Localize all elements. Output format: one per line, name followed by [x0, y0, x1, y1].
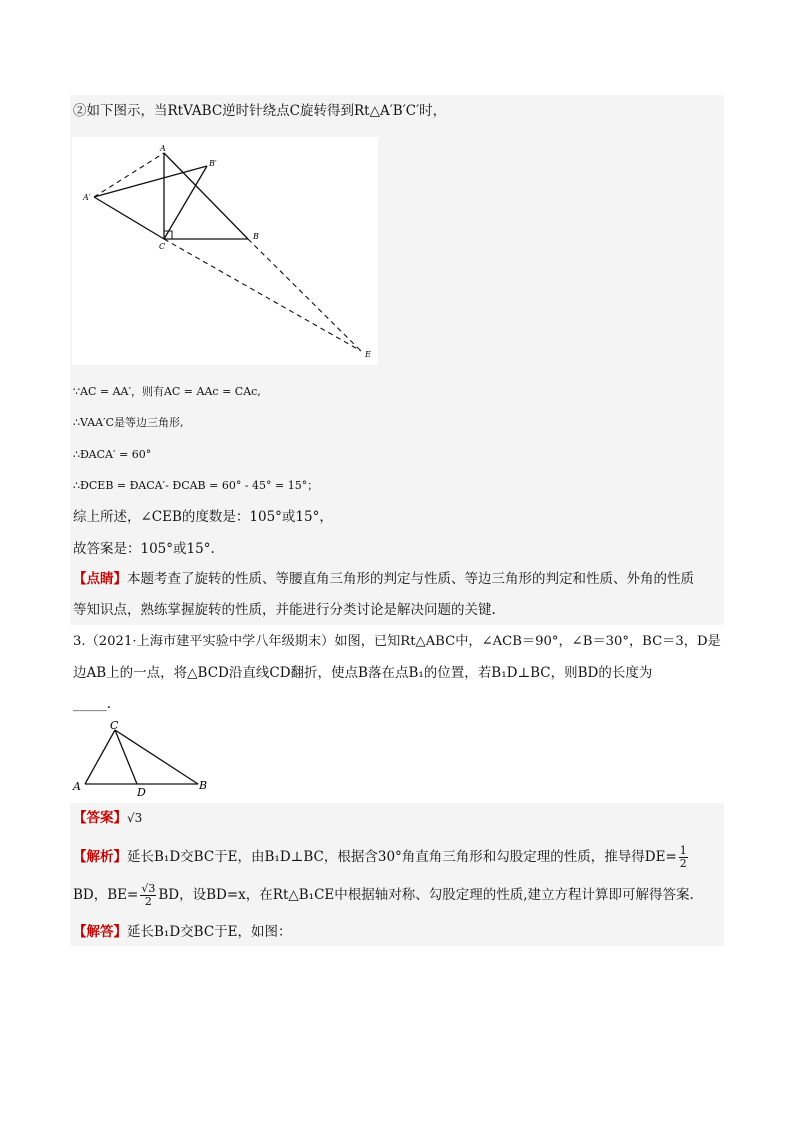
analysis-text-2a: BD，BE=: [73, 887, 139, 903]
solution-row: [73, 923, 292, 941]
answer-tag: 【答案】: [73, 810, 127, 826]
step-1: ∵AC = AA′，则有AC = AAc = CAc,: [73, 385, 261, 398]
label-B2: B: [199, 779, 208, 792]
step-4: ∴ÐCEB = ÐACA′- ÐCAB = 60° - 45° = 15°；: [73, 479, 319, 492]
answer-row: [73, 809, 142, 827]
analysis-row-1: [73, 845, 690, 870]
comment-line-2: 等知识点，熟练掌握旋转的性质，并能进行分类讨论是解决问题的关键.: [73, 602, 496, 618]
solution-text: 延长B₁D交BC于E，如图：: [127, 924, 292, 940]
triangle-figure: [70, 718, 220, 798]
analysis-text-2b: BD，设BD=x，在Rt△B₁CE中根据轴对称、勾股定理的性质,建立方程计算即可解得答案.: [158, 887, 694, 903]
label-A-prime: A′: [83, 193, 91, 202]
analysis-row-2: [73, 883, 694, 908]
comment-text-1: 本题考查了旋转的性质、等腰直角三角形的判定与性质、等边三角形的判定和性质、外角的性质: [127, 571, 694, 587]
step-3: ∴ÐACA′ = 60°: [73, 448, 152, 461]
analysis-text-1: 延长B₁D交BC于E，由B₁D⊥BC，根据含30°角直角三角形和勾股定理的性质，推导得DE=: [127, 849, 677, 865]
fraction-half: $\frac{1}{2}$: [679, 844, 687, 870]
label-A2: A: [73, 780, 81, 793]
q3-line-1: 3.（2021·上海市建平实验中学八年级期末）如图，已知Rt△ABC中，∠ACB＝90°，∠B＝30°，BC＝3，D是: [73, 634, 721, 649]
answer-value: √3: [127, 811, 143, 825]
solution-tag: 【解答】: [73, 924, 127, 940]
label-D2: D: [137, 786, 146, 798]
answer-line: 故答案是：105°或15°.: [73, 541, 215, 557]
step-2: ∴VAA′C是等边三角形,: [73, 416, 184, 429]
label-A: A: [160, 144, 166, 153]
label-C2: C: [110, 719, 119, 732]
label-B: B: [253, 232, 259, 241]
rotation-figure: [70, 135, 380, 367]
comment-line-1: [73, 570, 694, 588]
part2-intro: ②如下图示，当RtVABC逆时针绕点C旋转得到Rt△A′B′C′时，: [73, 103, 447, 119]
label-E: E: [365, 350, 371, 359]
q3-line-2: 边AB上的一点，将△BCD沿直线CD翻折，使点B落在点B₁的位置，若B₁D⊥BC，则BD的长度为: [73, 665, 653, 681]
fraction-sqrt3-half: $\frac{√3}{2}$: [141, 882, 156, 908]
comment-tag: 【点睛】: [73, 571, 127, 587]
analysis-tag: 【解析】: [73, 849, 127, 865]
summary-line: 综上所述，∠CEB的度数是：105°或15°，: [73, 509, 333, 525]
label-B-prime: B′: [209, 159, 217, 168]
label-C: C: [159, 242, 166, 251]
q3-blank: _____.: [73, 696, 112, 712]
